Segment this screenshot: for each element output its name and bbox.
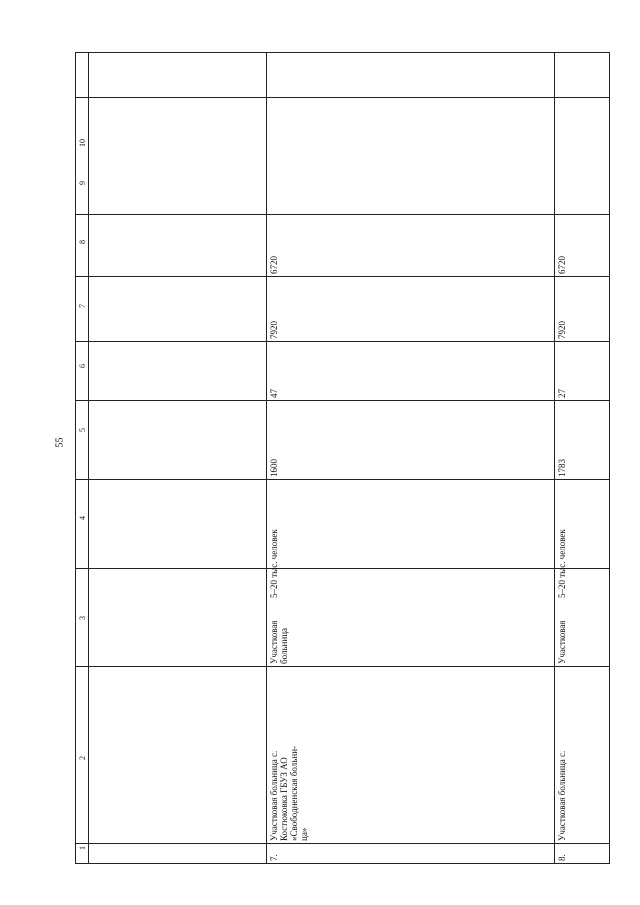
column-header: 5 (78, 428, 87, 432)
value-col5: 1783 (557, 459, 567, 477)
column-header: 6 (78, 364, 87, 368)
column-header: 7 (78, 304, 87, 308)
value-col8: 6720 (557, 256, 567, 274)
population-range: 5–20 тыс. человек (557, 529, 567, 598)
facility-type: Участковая (557, 620, 567, 664)
column-header: 1 (78, 846, 87, 850)
col-divider (76, 843, 609, 844)
facility-name: Участковая больница с. (557, 750, 567, 841)
facility-name: Участковая больница с. Костюковка ГБУЗ АО «Свободненская больни- ца» (269, 745, 309, 841)
column-header: 10 (78, 139, 87, 147)
row-number: 7. (269, 854, 279, 861)
value-col6: 47 (269, 389, 279, 398)
row-divider (88, 53, 89, 863)
value-col5: 1600 (269, 459, 279, 477)
facility-type: Участковая больница (269, 620, 289, 664)
data-table (75, 52, 610, 864)
value-col7: 7920 (557, 321, 567, 339)
page-number: 55 (54, 437, 66, 448)
column-header: 2 (78, 756, 87, 760)
column-header: 3 (78, 616, 87, 620)
col-divider (76, 276, 609, 277)
col-divider (76, 97, 609, 98)
col-divider (76, 479, 609, 480)
column-header: 9 (78, 181, 87, 185)
col-divider (76, 214, 609, 215)
value-col8: 6720 (269, 256, 279, 274)
row-divider (266, 53, 267, 863)
row-divider (554, 53, 555, 863)
row-number: 8. (557, 854, 567, 861)
column-header: 4 (78, 516, 87, 520)
col-divider (76, 400, 609, 401)
value-col6: 27 (557, 389, 567, 398)
col-divider (76, 666, 609, 667)
column-header: 8 (78, 240, 87, 244)
col-divider (76, 568, 609, 569)
value-col7: 7920 (269, 321, 279, 339)
population-range: 5–20 тыс. человек (269, 529, 279, 598)
col-divider (76, 341, 609, 342)
